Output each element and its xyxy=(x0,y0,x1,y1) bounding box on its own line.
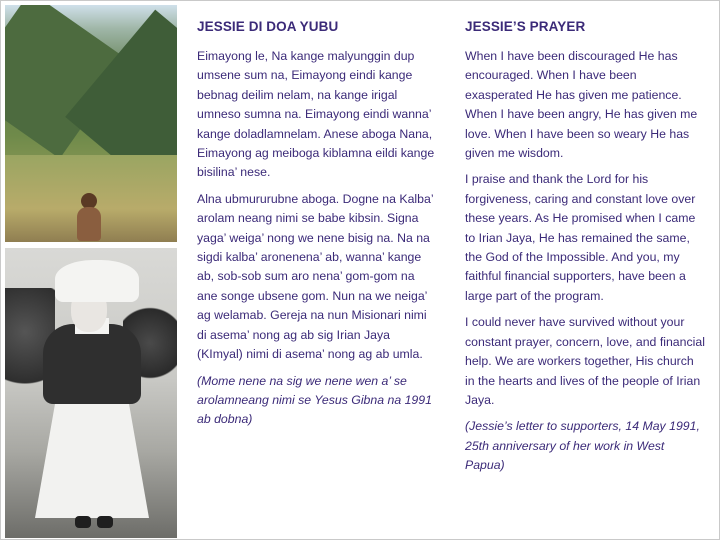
right-note: (Jessie’s letter to supporters, 14 May 1991, 25th anniversary of her work in West Papua) xyxy=(465,419,700,473)
kimyal-text-column xyxy=(197,19,437,437)
photo-nurse-shoe-left xyxy=(75,516,91,528)
left-note: (Mome nene na sig we nene wen a’ se arolamneang nimi se Yesus Gibna na 1991 ab dobna) xyxy=(197,373,432,427)
photo-child-body xyxy=(77,207,101,241)
photo-nurse-cap xyxy=(55,260,139,302)
left-heading: JESSIE DI DOA YUBU xyxy=(197,19,339,34)
mountain-child-photo xyxy=(5,5,177,242)
left-paragraph-1: Eimayong le, Na kange malyunggin dup umsene sum na, Eimayong eindi kange bebnag deilim nelam, na kange irigal umneso sumna na. Eimayong eindi wanna’ kange doladlamnelam. Anese aboga Nana, Eimayong ag meiboga kiblamna eildi kange bisilina’ nese. xyxy=(197,49,435,180)
right-paragraph-1: When I have been discouraged He has encouraged. When I have been exasperated He has given me patience. When I have been angry, He has given me love. When I have been so weary He has given me wisdom. xyxy=(465,49,698,161)
right-paragraph-3: I could never have survived without your constant prayer, concern, love, and financial help. We are workers together, His church in the hearts and lives of the people of Irian Jaya. xyxy=(465,315,705,407)
photo-child xyxy=(71,193,105,242)
left-paragraph-2: Alna ubmururubne aboga. Dogne na Kalba’ arolam neang nimi se babe kibsin. Signa yaga’ weiga’ nong we nene bisig na. Na na sigdi kalba’ aronenena’ ab, wanna’ kange ab, sob-sob sum aro nena’ gom-gom na ane songe ubsene gom. Nun na we neiga’ ag welamab. Gereja na nun Misionari nimi di asema’ nong ag ab sig Irian Jaya (KImyal) nimi di asema’ nong ag ab umla. xyxy=(197,191,434,362)
photo-nurse-dress xyxy=(35,388,149,518)
right-heading: JESSIE’S PRAYER xyxy=(465,19,586,34)
nurse-portrait-photo xyxy=(5,248,177,538)
photo-nurse-shoe-right xyxy=(97,516,113,528)
photo-nurse-cape xyxy=(43,324,141,404)
english-text-column xyxy=(465,19,705,483)
right-paragraph-2: I praise and thank the Lord for his forgiveness, caring and constant love over these years. As He promised when I came to Irian Jaya, He has remained the same, the God of the Impossible. And you, my faithful financial supporters, have been a large part of the program. xyxy=(465,172,696,303)
